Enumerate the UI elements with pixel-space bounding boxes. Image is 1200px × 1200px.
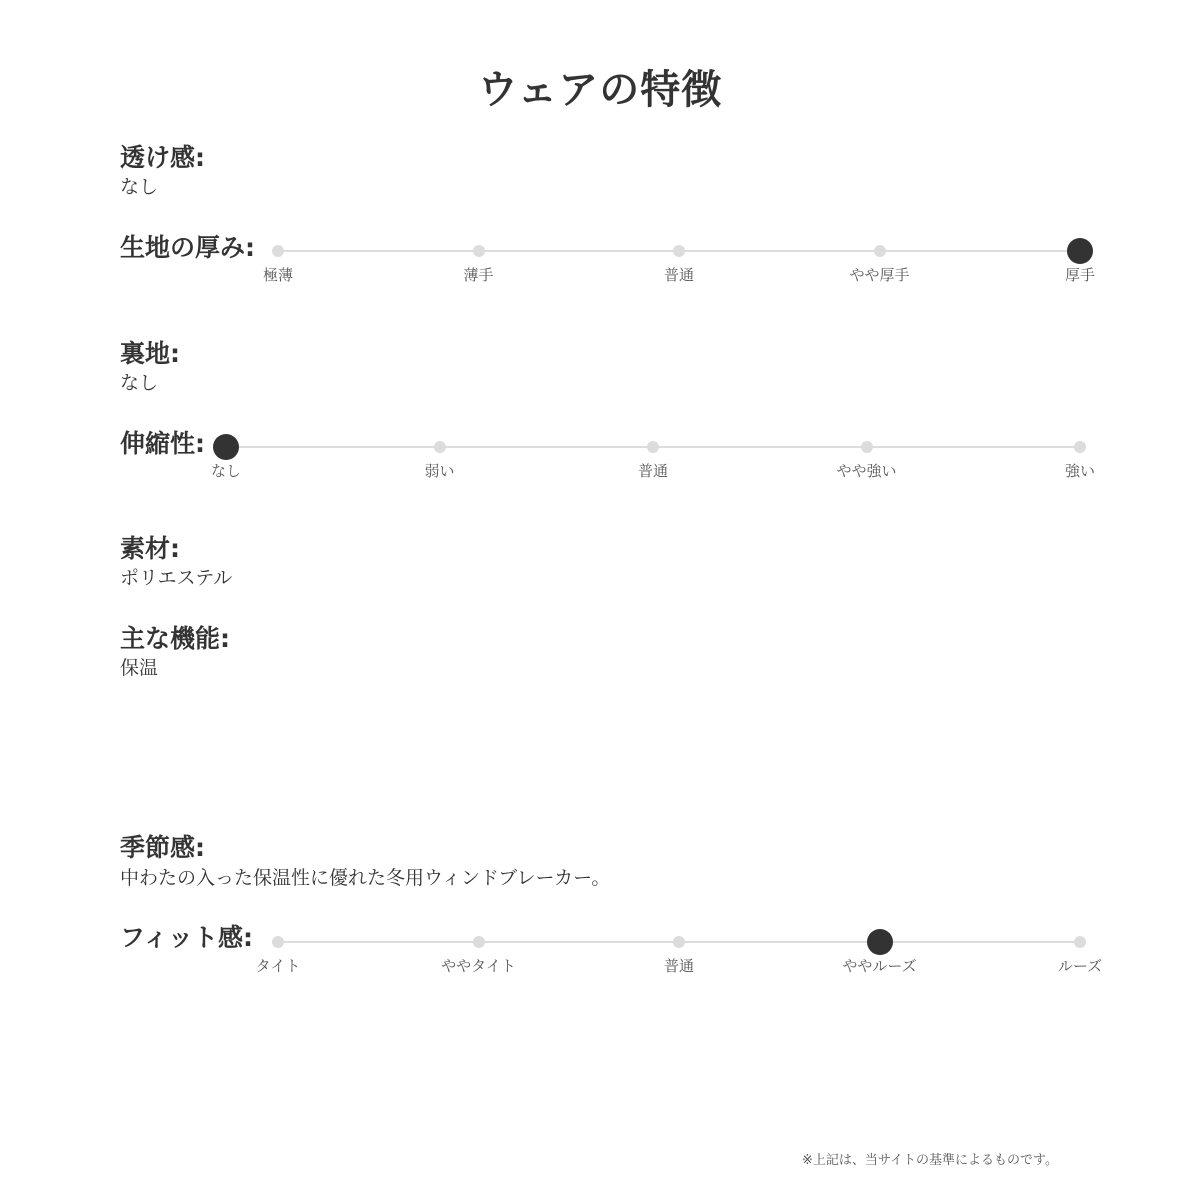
stretch-scale-selected-dot: [213, 434, 239, 460]
thickness-scale-option-label: 薄手: [463, 266, 494, 284]
fit-scale-option-label: タイト: [255, 957, 301, 975]
stretch-scale-option-label: 弱い: [424, 462, 455, 480]
fit-scale-option-label: ややルーズ: [842, 957, 917, 975]
transparency-value: なし: [120, 176, 159, 198]
thickness-scale-option-label: 普通: [663, 266, 695, 284]
thickness-scale-selected-dot: [1067, 238, 1093, 264]
fit-scale: [255, 942, 1103, 982]
thickness-scale-dot: [673, 245, 685, 257]
thickness-scale-option-label: 厚手: [1064, 266, 1096, 284]
thickness-label: 生地の厚み:: [120, 233, 255, 262]
stretch-scale-option-label: なし: [210, 462, 242, 480]
stretch-scale-dot: [861, 441, 873, 453]
material-label: 素材:: [120, 534, 180, 563]
material-value: ポリエステル: [120, 567, 233, 589]
stretch-scale-option-label: 普通: [637, 462, 669, 480]
stretch-scale-option-label: やや強い: [836, 462, 897, 480]
stretch-scale-dot: [1074, 441, 1086, 453]
thickness-scale-dot: [874, 245, 886, 257]
stretch-scale-dot: [647, 441, 659, 453]
thickness-scale: [262, 251, 1096, 291]
season-value: 中わたの入った保温性に優れた冬用ウィンドブレーカー。: [120, 867, 611, 889]
lining-value: なし: [120, 372, 159, 394]
stretch-scale-dot: [434, 441, 446, 453]
fit-scale-option-label: ややタイト: [441, 957, 516, 975]
stretch-scale-option-label: 強い: [1064, 462, 1096, 480]
stretch-label: 伸縮性:: [120, 429, 205, 458]
season-label: 季節感:: [120, 833, 205, 862]
transparency-label: 透け感:: [120, 143, 205, 172]
thickness-scale-dot: [272, 245, 284, 257]
fit-scale-dot: [272, 936, 284, 948]
thickness-scale-dot: [473, 245, 485, 257]
fit-scale-selected-dot: [867, 929, 893, 955]
lining-label: 裏地:: [120, 339, 180, 368]
fit-scale-dot: [673, 936, 685, 948]
fit-label: フィット感:: [120, 923, 253, 952]
fit-scale-option-label: 普通: [663, 957, 695, 975]
footnote: ※上記は、当サイトの基準によるものです。: [802, 1153, 1058, 1168]
fit-scale-dot: [1074, 936, 1086, 948]
function-label: 主な機能:: [120, 624, 230, 653]
fit-scale-option-label: ルーズ: [1057, 957, 1103, 975]
function-value: 保温: [120, 657, 159, 679]
page-title: ウェアの特徴: [477, 67, 723, 113]
thickness-scale-option-label: やや厚手: [849, 266, 910, 284]
stretch-scale: [210, 447, 1096, 487]
thickness-scale-option-label: 極薄: [262, 266, 294, 284]
fit-scale-dot: [473, 936, 485, 948]
